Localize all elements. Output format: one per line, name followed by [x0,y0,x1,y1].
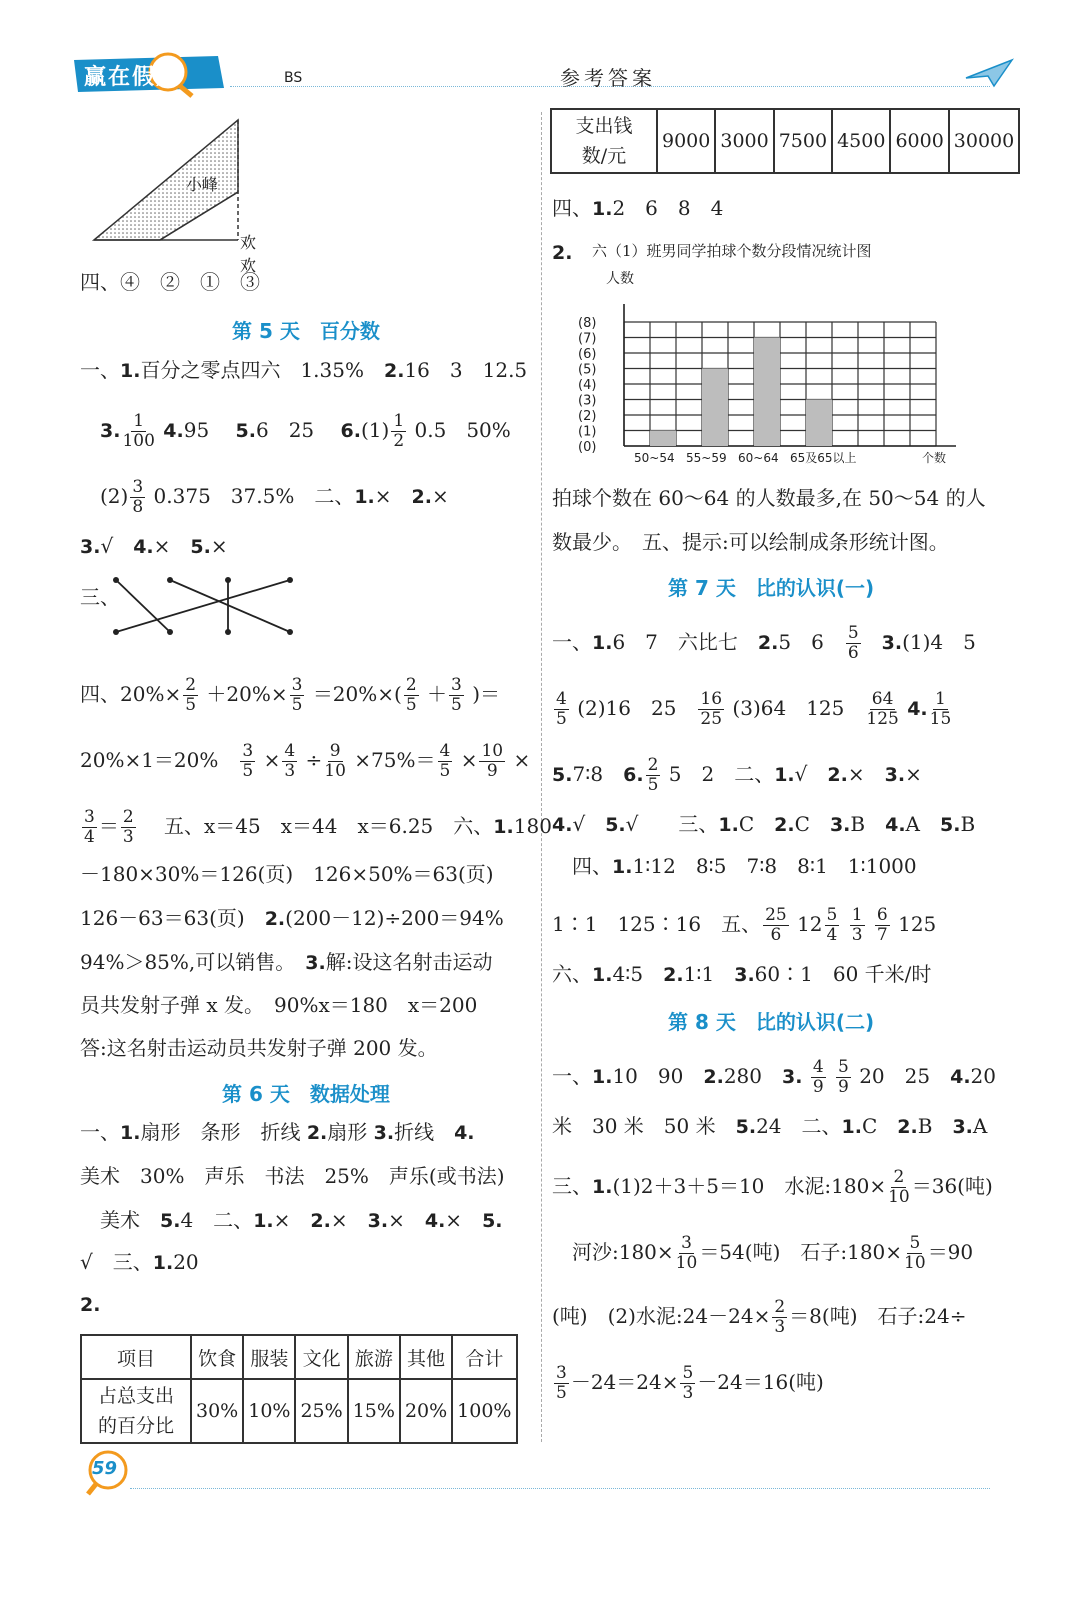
footer-rule [130,1488,990,1489]
answer-line: 一、1.扇形 条形 折线 2.扇形 3.折线 4. [80,1120,475,1144]
answer-line: 126－63＝63(页) 2.(200－12)÷200＝94% [80,906,504,930]
answer-line: 一、1.10 90 2.280 3. $\frac{4}{9}$ $\frac{5}{9}$ 20 25 4.20 [552,1057,996,1097]
answer-line: 四、④ ② ① ③ [80,270,260,294]
answer-line: √ 三、1.20 [80,1250,199,1274]
section-title: 第 5 天 百分数 [232,319,380,343]
answer-line: 答:这名射击运动员共发射子弹 200 发。 [80,1036,438,1060]
answer-line: 数最少。 五、提示:可以绘制成条形统计图。 [552,530,949,554]
answer-line: 六、1.4∶5 2.1∶1 3.60∶1 60 千米/时 [552,962,932,986]
chart-y-tick: (8) [578,316,597,331]
chart-bar [702,369,728,447]
page-number: 59 [92,1458,118,1479]
page-badge [84,1448,134,1498]
column-divider [541,112,542,1442]
chart-bar [650,431,676,447]
answer-line: 3.√ 4.× 5.× [80,534,228,558]
chart-y-tick: (1) [578,424,597,440]
answer-line: 2. [552,242,573,264]
answer-line: 94%＞85%,可以销售。 3.解:设这名射击运动 [80,950,493,974]
chart-x-tick: 55~59 [686,451,727,465]
answer-line: 一、1.百分之零点四六 1.35% 2.16 3 12.5 [80,358,528,382]
chart-y-tick: (0) [578,440,597,455]
section-title: 第 7 天 比的认识(一) [668,576,875,600]
answer-line: $\frac{3}{5}$ －24＝24× $\frac{5}{3}$ －24＝16(吨) [556,1363,824,1403]
answer-line: 拍球个数在 60～64 的人数最多,在 50～54 的人 [552,486,986,510]
chart-x-tick: 60~64 [738,451,779,465]
edition-label: BS [284,70,303,86]
diagram-label-huanhuan: 欢欢 [240,233,257,275]
diagram-label-xiaofeng: 小峰 [186,175,219,194]
chart-title: 六（1）班男同学拍球个数分段情况统计图 [592,242,872,260]
answer-line: －180×30%＝126(页) 126×50%＝63(页) [80,862,494,886]
answer-line: 三、 [80,585,120,609]
brand-logo [68,50,228,98]
bar-chart [560,290,960,470]
answer-line: 5.7∶8 6. $\frac{2}{5}$ 5 2 二、1.√ 2.× 3.× [552,755,922,795]
answer-line: 员共发射子弹 x 发。 90%x＝180 x＝200 [80,993,478,1017]
answer-line: $\frac{3}{4}$ ＝ $\frac{2}{3}$ 五、x＝45 x＝44 x＝6.25 六、1.180 [84,807,552,847]
answer-line: 2. [80,1294,101,1316]
answer-line: 米 30 米 50 米 5.24 二、1.C 2.B 3.A [552,1114,988,1138]
page-title: 参考答案 [560,66,656,90]
chart-x-tick: 65及65以上 [790,451,857,465]
paper-plane-icon [964,58,1014,92]
section-title: 第 8 天 比的认识(二) [668,1010,875,1034]
chart-xlabel: 个数 [922,451,947,465]
answer-line: 三、1.(1)2＋3＋5＝10 水泥:180× $\frac{2}{10}$ ＝36(吨) [552,1167,993,1207]
answer-line: 3. $\frac{1}{100}$ 4.95 5.6 25 6.(1) $\frac{1}{2}$ 0.5 50% [100,411,511,451]
section-title: 第 6 天 数据处理 [222,1082,390,1106]
matching-lines [108,574,298,644]
answer-line: 四、20%× $\frac{2}{5}$ ＋20%× $\frac{3}{5}$ ＝20%×( $\frac{2}{5}$ ＋ $\frac{3}{5}$ )＝ [80,675,501,715]
chart-bar [806,400,832,447]
chart-y-tick: (6) [578,347,597,362]
answer-line: 四、1.1∶12 8∶5 7∶8 8∶1 1∶1000 [572,854,917,878]
chart-y-tick: (2) [578,409,597,424]
answer-line: 美术 30% 声乐 书法 25% 声乐(或书法) [80,1164,505,1188]
shadow-diagram [90,112,257,275]
chart-bar [754,338,780,447]
answer-line: 20%×1＝20% $\frac{3}{5}$ × $\frac{4}{3}$ ÷ $\frac{9}{10}$ ×75%＝ $\frac{4}{5}$ × $\frac{10}{9}$ × [80,741,531,781]
chart-y-tick: (7) [578,331,597,347]
expense-amount-table: 支出钱 数/元 9000 3000 7500 4500 6000 30000 [550,108,1020,174]
chart-y-tick: (3) [578,393,597,409]
answer-line: 美术 5.4 二、1.× 2.× 3.× 4.× 5. [100,1208,503,1232]
chart-ylabel: 人数 [606,271,634,287]
answer-line: (吨) (2)水泥:24－24× $\frac{2}{3}$ ＝8(吨) 石子:24÷ [552,1297,967,1337]
brand-text: 赢在假期 [84,65,181,90]
answer-line: 一、1.6 7 六比七 2.5 6 $\frac{5}{6}$ 3.(1)4 5 [552,623,976,663]
chart-y-tick: (4) [578,378,597,393]
answer-line: 1∶1 125∶16 五、 $\frac{25}{6}$ 12 $\frac{5}{4}$ $\frac{1}{3}$ $\frac{6}{7}$ 125 [552,905,937,945]
answer-line: 四、1.2 6 8 4 [552,196,724,220]
answer-line: $\frac{4}{5}$ (2)16 25 $\frac{16}{25}$ (3)64 125 $\frac{64}{125}$ 4. $\frac{1}{15}$ [556,689,952,729]
answer-line: (2) $\frac{3}{8}$ 0.375 37.5% 二、1.× 2.× [100,477,449,517]
answer-line: 4.√ 5.√ 三、1.C 2.C 3.B 4.A 5.B [552,812,976,836]
chart-x-tick: 50~54 [634,451,675,465]
answer-line: 河沙:180× $\frac{3}{10}$ ＝54(吨) 石子:180× $\frac{5}{10}$ ＝90 [572,1233,974,1273]
chart-y-tick: (5) [578,362,597,378]
expense-percent-table: 项目 饮食 服装 文化 旅游 其他 合计 占总支出 的百分比 30% 10% 25% 15% 20% 100% [80,1334,518,1444]
